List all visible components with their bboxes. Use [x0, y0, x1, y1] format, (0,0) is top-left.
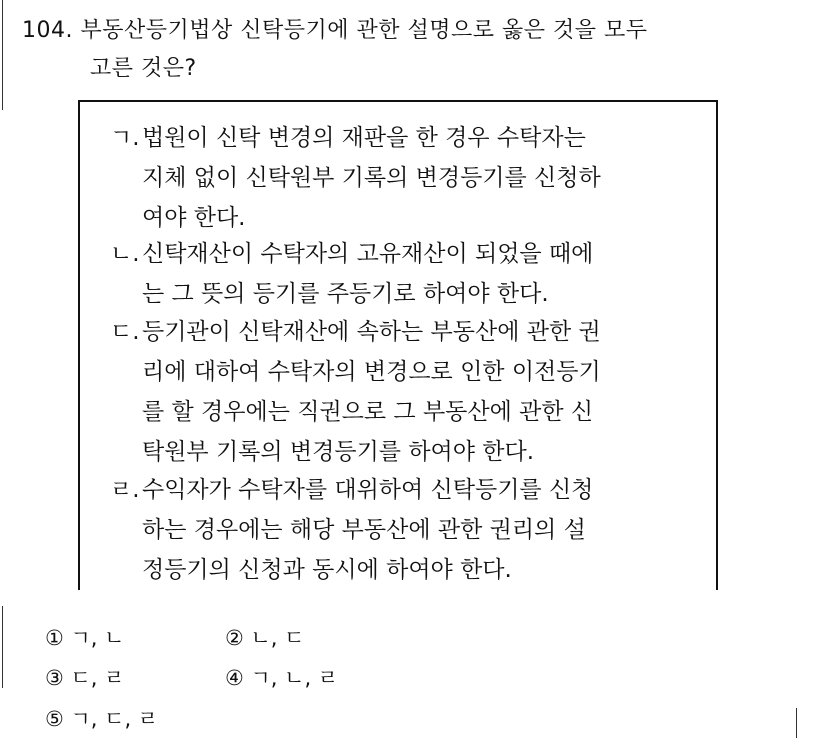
question-number: 104. — [22, 18, 73, 43]
option-number: ② — [225, 626, 244, 650]
option-3[interactable] — [45, 662, 124, 692]
option-5[interactable] — [45, 703, 158, 733]
option-text: ㄴ, ㄷ — [250, 626, 305, 650]
statement-b — [110, 234, 700, 314]
statement-a — [110, 118, 700, 238]
question-text-cont: 고른 것은? — [90, 56, 197, 81]
statement-line: 를 할 경우에는 직권으로 그 부동산에 관한 신 — [142, 399, 594, 425]
option-text: ㄱ, ㄷ, ㄹ — [70, 707, 159, 731]
statement-line: 법원이 신탁 변경의 재판을 한 경우 수탁자는 — [142, 125, 586, 151]
statement-line: 리에 대하여 수탁자의 변경으로 인한 이전등기 — [142, 359, 601, 385]
statement-line: 지체 없이 신탁원부 기록의 변경등기를 신청하 — [142, 165, 601, 191]
option-number: ① — [45, 626, 64, 650]
page-border-left-top — [2, 0, 3, 110]
statement-d — [110, 470, 700, 590]
question-stem — [22, 12, 648, 88]
page-border-left-bottom — [2, 606, 3, 688]
option-text: ㄷ, ㄹ — [70, 666, 125, 690]
statement-line: 신탁재산이 수탁자의 고유재산이 되었을 때에 — [142, 241, 594, 267]
statement-line: 수익자가 수탁자를 대위하여 신탁등기를 신청 — [142, 477, 594, 503]
statement-marker: ㄱ. — [110, 125, 140, 151]
statement-marker: ㄴ. — [110, 241, 140, 267]
statement-line: 정등기의 신청과 동시에 하여야 한다. — [142, 557, 512, 583]
option-number: ④ — [225, 666, 244, 690]
option-text: ㄱ, ㄴ, ㄹ — [250, 666, 339, 690]
statement-line: 여야 한다. — [142, 205, 246, 231]
statement-line: 탁원부 기록의 변경등기를 하여야 한다. — [142, 439, 535, 465]
statement-line: 하는 경우에는 해당 부동산에 관한 권리의 설 — [142, 517, 586, 543]
option-1[interactable] — [45, 622, 124, 652]
statement-box — [78, 100, 718, 590]
option-text: ㄱ, ㄴ — [70, 626, 125, 650]
statement-c — [110, 312, 700, 472]
option-4[interactable] — [225, 662, 338, 692]
statement-line: 는 그 뜻의 등기를 주등기로 하여야 한다. — [142, 281, 549, 307]
option-2[interactable] — [225, 622, 304, 652]
question-text: 부동산등기법상 신탁등기에 관한 설명으로 옳은 것을 모두 — [80, 18, 648, 43]
option-number: ③ — [45, 666, 64, 690]
page-border-right-bottom — [796, 708, 797, 738]
option-number: ⑤ — [45, 707, 64, 731]
statement-marker: ㄷ. — [110, 319, 140, 345]
statement-marker: ㄹ. — [110, 477, 140, 503]
statement-line: 등기관이 신탁재산에 속하는 부동산에 관한 권 — [142, 319, 601, 345]
